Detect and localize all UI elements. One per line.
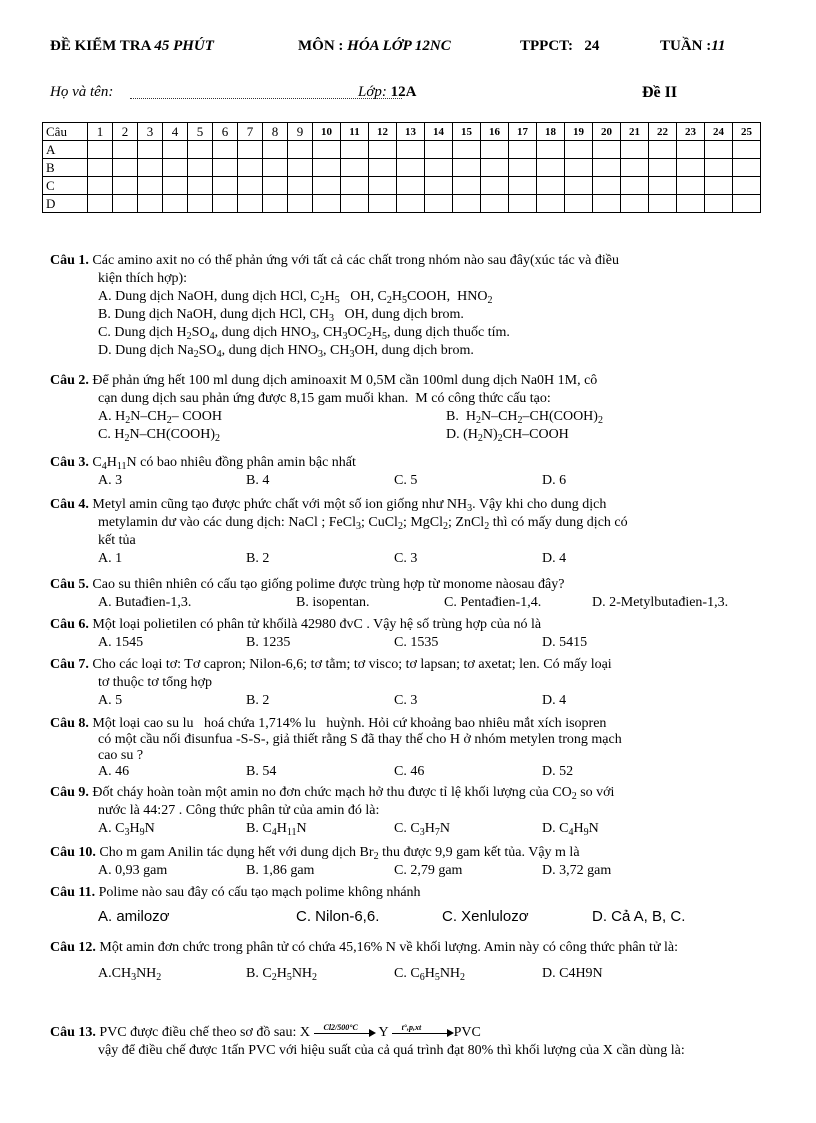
answer-cell[interactable]: [188, 141, 213, 159]
option-a[interactable]: A. $C_3H_9N$: [98, 821, 155, 838]
question-5: Câu 5. Cao su thiên nhiên có cấu tạo giống polime được trùng hợp từ monome nàosau đây? A. Butađien-1,3. B. isopentan. C. Pentađien-1,4. D. 2-Metylbutađien-1,3.: [50, 576, 780, 612]
answer-cell[interactable]: [288, 159, 313, 177]
option-c[interactable]: C. Pentađien-1,4.: [444, 595, 542, 610]
question-4: Câu 4. Metyl amin cũng tạo được phức chất với một số ion giống như $NH_3$. Vậy khi cho dung dịch metylamin dư vào các dung dịch: NaCl ; FeCl$_3$; CuCl$_2$; MgCl$_2$; ZnCl$_2$ thì có mấy dung dịch có kết tủa A. 1 B. 2 C. 3 D. 4: [50, 496, 780, 568]
answer-cell[interactable]: [593, 177, 621, 195]
answer-cell[interactable]: [453, 159, 481, 177]
question-12: Câu 12. Một amin đơn chức trong phân tử có chứa 45,16% N về khối lượng. Amin này có công thức phân tử là: $A.CH_3NH_2$ B. $C_2H_5NH_2$ C. $C_6H_5NH_2$ D. C4H9N: [50, 938, 780, 980]
option-b[interactable]: C. Nilon-6,6.: [296, 908, 380, 925]
answer-cell[interactable]: [397, 141, 425, 159]
answer-cell[interactable]: [313, 177, 341, 195]
answer-cell[interactable]: [677, 159, 705, 177]
options-row: [50, 964, 780, 986]
answer-cell[interactable]: [677, 177, 705, 195]
option-d[interactable]: D. Cả A, B, C.: [592, 908, 686, 925]
answer-cell[interactable]: [188, 177, 213, 195]
answer-cell[interactable]: [649, 159, 677, 177]
answer-cell[interactable]: [397, 159, 425, 177]
answer-cell[interactable]: [163, 141, 188, 159]
answer-cell[interactable]: [313, 195, 341, 213]
answer-cell[interactable]: [288, 141, 313, 159]
answer-cell[interactable]: [677, 195, 705, 213]
answer-cell[interactable]: [313, 159, 341, 177]
option-c[interactable]: C. $C_6H_5NH_2$: [394, 966, 466, 983]
answer-cell[interactable]: [113, 195, 138, 213]
options-row: [50, 550, 780, 568]
option-c[interactable]: C. Xenlulozơ: [442, 908, 529, 925]
question-1: Câu 1. Các amino axit no có thể phản ứng với tất cả các chất trong nhóm nào sau đây(xúc tác và điều kiện thích hợp): A. Dung dịch NaOH, dung dịch HCl, $C_2H_5$ OH, $C_2H_5COOH$, $HNO_2$ B. Dung dịch NaOH, dung dịch HCl, $CH_3$ OH, dung dịch brom. C. Dung dịch $H_2SO_4$, dung dịch $HNO_3$, $CH_3OC_2H_5$, dung dịch thuốc tím. D. Dung dịch $Na_2SO_4$, dung dịch $HNO_3$, $CH_3OH$, dung dịch brom.: [50, 252, 780, 360]
answer-cell[interactable]: [238, 177, 263, 195]
answer-cell[interactable]: [238, 159, 263, 177]
answer-cell[interactable]: [341, 177, 369, 195]
question-8: Câu 8. Một loại cao su lu hoá chứa 1,714% lu huỳnh. Hỏi cứ khoảng bao nhiêu mắt xích isopren có một cầu nối đisunfua -S-S-, giả thiết rằng S đã thay thế cho H ở nhóm metylen trong mạch cao su ? A. 46 B. 54 C. 46 D. 52: [50, 716, 780, 780]
answer-cell[interactable]: [705, 177, 733, 195]
answer-cell[interactable]: [369, 177, 397, 195]
options-row: [50, 862, 780, 880]
option-c[interactable]: C. $C_3H_7N$: [394, 821, 450, 838]
answer-grid: [42, 122, 761, 213]
answer-cell[interactable]: [593, 141, 621, 159]
question-7: Câu 7. Cho các loại tơ: Tơ capron; Nilon-6,6; tơ tằm; tơ visco; tơ lapsan; tơ axetat; len. Có mấy loại tơ thuộc tơ tổng hợp A. 5 B. 2 C. 3 D. 4: [50, 656, 780, 710]
option-a[interactable]: A. 5: [98, 693, 123, 708]
options-row: [50, 426, 780, 444]
option-b[interactable]: B. 1235: [246, 635, 291, 650]
options-row: [50, 634, 780, 652]
question-10: Câu 10. Cho m gam Anilin tác dụng hết với dung dịch $Br_2$ thu được 9,9 gam kết tủa. Vậy m là A. 0,93 gam B. 1,86 gam C. 2,79 gam D. 3,72 gam: [50, 844, 780, 880]
answer-cell[interactable]: [481, 141, 509, 159]
answer-cell[interactable]: [425, 177, 453, 195]
exam-code: Đề II: [642, 84, 678, 101]
answer-cell[interactable]: [188, 159, 213, 177]
answer-cell[interactable]: [537, 159, 565, 177]
option-d[interactable]: D. 52: [542, 764, 574, 779]
answer-cell[interactable]: [509, 195, 537, 213]
answer-cell[interactable]: [537, 177, 565, 195]
options-row: [50, 820, 780, 838]
answer-cell[interactable]: [621, 141, 649, 159]
option-b[interactable]: B. $H_2N-CH_2-CH(COOH)_2$: [446, 409, 603, 426]
answer-cell[interactable]: [565, 195, 593, 213]
option-d[interactable]: D. 3,72 gam: [542, 863, 612, 878]
option-a[interactable]: A. $H_2N-CH_2-$ COOH: [98, 409, 222, 426]
answer-cell[interactable]: [341, 195, 369, 213]
answer-cell[interactable]: [621, 195, 649, 213]
answer-cell[interactable]: [163, 159, 188, 177]
option-d[interactable]: D. 4: [542, 693, 567, 708]
answer-cell[interactable]: [369, 195, 397, 213]
answer-row-label: C: [43, 177, 88, 195]
answer-cell[interactable]: [263, 159, 288, 177]
option-a[interactable]: A. amilozơ: [98, 908, 170, 925]
answer-cell[interactable]: [593, 195, 621, 213]
option-c[interactable]: C. 2,79 gam: [394, 863, 463, 878]
answer-cell[interactable]: [425, 195, 453, 213]
answer-cell[interactable]: [263, 141, 288, 159]
options-row: [50, 908, 780, 934]
option-c[interactable]: C. 5: [394, 473, 418, 488]
option-b[interactable]: B. isopentan.: [296, 595, 370, 610]
answer-grid-row: [43, 195, 761, 213]
option-d[interactable]: D. $C_4H_9N$: [542, 821, 599, 838]
option-a[interactable]: A. 3: [98, 473, 123, 488]
answer-cell[interactable]: [649, 195, 677, 213]
option-a[interactable]: $A.CH_3NH_2$: [98, 966, 162, 983]
answer-cell[interactable]: [537, 141, 565, 159]
option-b[interactable]: B. 54: [246, 764, 277, 779]
options-row: [50, 408, 780, 426]
name-label: Họ và tên:: [50, 84, 114, 100]
answer-cell[interactable]: [733, 141, 761, 159]
answer-cell[interactable]: [163, 177, 188, 195]
question-11: Câu 11. Polime nào sau đây có cấu tạo mạch polime không nhánh A. amilozơ C. Nilon-6,6. C. Xenlulozơ D. Cả A, B, C.: [50, 884, 780, 928]
answer-cell[interactable]: [733, 177, 761, 195]
option-b[interactable]: B. Dung dịch NaOH, dung dịch HCl, $CH_3$ OH, dung dịch brom.: [98, 307, 464, 324]
answer-cell[interactable]: [88, 141, 113, 159]
option-b[interactable]: B. 4: [246, 473, 270, 488]
answer-cell[interactable]: [649, 177, 677, 195]
answer-cell[interactable]: [213, 195, 238, 213]
answer-cell[interactable]: [649, 141, 677, 159]
question-6: Câu 6. Một loại polietilen có phân tử khốilà 42980 đvC . Vậy hệ số trùng hợp của nó là A. 1545 B. 1235 C. 1535 D. 5415: [50, 616, 780, 652]
answer-cell[interactable]: [705, 159, 733, 177]
answer-cell[interactable]: [733, 195, 761, 213]
week: TUẦN :11: [660, 38, 726, 54]
answer-cell[interactable]: [263, 177, 288, 195]
answer-cell[interactable]: [213, 159, 238, 177]
options-row: [50, 764, 780, 780]
answer-row-label: B: [43, 159, 88, 177]
option-d[interactable]: D. 5415: [542, 635, 588, 650]
exam-title: ĐỀ KIỂM TRA 45 PHÚT: [50, 38, 214, 54]
grid-header-label: Câu: [43, 123, 88, 141]
answer-cell[interactable]: [263, 195, 288, 213]
question-text: Các amino axit no có thể phản ứng với tất cả các chất trong nhóm nào sau đây(xúc tác và điều: [92, 253, 619, 268]
answer-cell[interactable]: [397, 177, 425, 195]
reaction-arrow-2: t°,p,xt: [392, 1028, 454, 1038]
answer-cell[interactable]: [138, 159, 163, 177]
answer-cell[interactable]: [509, 177, 537, 195]
answer-cell[interactable]: [369, 141, 397, 159]
answer-cell[interactable]: [481, 159, 509, 177]
option-b[interactable]: B. 1,86 gam: [246, 863, 315, 878]
answer-cell[interactable]: [113, 177, 138, 195]
answer-grid-row: [43, 159, 761, 177]
options-row: [50, 594, 780, 612]
answer-cell[interactable]: [163, 195, 188, 213]
reaction-arrow-1: Cl2/500°C: [314, 1028, 376, 1038]
answer-cell[interactable]: [481, 195, 509, 213]
answer-grid-row: [43, 141, 761, 159]
option-d[interactable]: D. 4: [542, 551, 567, 566]
option-d[interactable]: D. C4H9N: [542, 966, 603, 981]
answer-cell[interactable]: [238, 141, 263, 159]
answer-cell[interactable]: [537, 195, 565, 213]
options-row: [50, 692, 780, 710]
answer-cell[interactable]: [88, 177, 113, 195]
option-d[interactable]: D. 6: [542, 473, 567, 488]
answer-cell[interactable]: [313, 141, 341, 159]
option-c[interactable]: C. $H_2N-CH(COOH)_2$: [98, 427, 221, 444]
option-a[interactable]: A. 0,93 gam: [98, 863, 168, 878]
answer-cell[interactable]: [565, 141, 593, 159]
answer-cell[interactable]: [88, 195, 113, 213]
answer-cell[interactable]: [593, 159, 621, 177]
answer-cell[interactable]: [565, 177, 593, 195]
answer-cell[interactable]: [88, 159, 113, 177]
question-9: Câu 9. Đốt cháy hoàn toàn một amin no đơn chức mạch hở thu được tỉ lệ khối lượng của $CO_2$ so với nước là 44:27 . Công thức phân tử của amin đó là: A. $C_3H_9N$ B. $C_4H_{11}N$ C. $C_3H_7N$ D. $C_4H_9N$: [50, 784, 780, 838]
answer-cell[interactable]: [705, 195, 733, 213]
answer-cell[interactable]: [425, 141, 453, 159]
answer-cell[interactable]: [453, 195, 481, 213]
answer-grid-row: [43, 177, 761, 195]
answer-cell[interactable]: [213, 177, 238, 195]
answer-cell[interactable]: [509, 141, 537, 159]
subject: MÔN : HÓA LỚP 12NC: [298, 38, 451, 54]
option-b[interactable]: B. 2: [246, 693, 270, 708]
answer-cell[interactable]: [705, 141, 733, 159]
answer-cell[interactable]: [113, 159, 138, 177]
answer-cell[interactable]: [565, 159, 593, 177]
question-13: Câu 13. PVC được điều chế theo sơ đồ sau: X Cl2/500°C Y t°,p,xt PVC vậy để điều chế được 1tấn PVC với hiệu suất của cả quá trình đạt 80% thì khối lượng của X cần dùng là:: [50, 1022, 685, 1058]
question-2: Câu 2. Để phản ứng hết 100 ml dung dịch aminoaxit M 0,5M cần 100ml dung dịch Na0H 1M, cô cạn dung dịch sau phản ứng được 8,15 gam muối khan. M có công thức cấu tạo: A. $H_2N-CH_2-$ COOH B. $H_2N-CH_2-CH(COOH)_2$ C. $H_2N-CH(COOH)_2$ D. $(H_2N)_2CH$–COOH: [50, 372, 780, 444]
option-d[interactable]: D. $(H_2N)_2CH$–COOH: [446, 427, 569, 444]
answer-cell[interactable]: [481, 177, 509, 195]
tppct: TPPCT: 24: [520, 38, 600, 54]
answer-cell[interactable]: [397, 195, 425, 213]
answer-cell[interactable]: [341, 159, 369, 177]
answer-cell[interactable]: [621, 159, 649, 177]
answer-cell[interactable]: [288, 195, 313, 213]
option-b[interactable]: B. $C_2H_5NH_2$: [246, 966, 318, 983]
option-c[interactable]: C. Dung dịch $H_2SO_4$, dung dịch $HNO_3$, $CH_3OC_2H_5$, dung dịch thuốc tím.: [98, 325, 510, 342]
answer-cell[interactable]: [213, 141, 238, 159]
option-a[interactable]: A. 1545: [98, 635, 144, 650]
option-a[interactable]: A. Dung dịch NaOH, dung dịch HCl, $C_2H_5$ OH, $C_2H_5COOH$, $HNO_2$: [98, 289, 493, 306]
answer-cell[interactable]: [453, 141, 481, 159]
option-d[interactable]: D. 2-Metylbutađien-1,3.: [592, 595, 729, 610]
answer-row-label: A: [43, 141, 88, 159]
option-c[interactable]: C. 3: [394, 551, 418, 566]
answer-cell[interactable]: [425, 159, 453, 177]
answer-cell[interactable]: [621, 177, 649, 195]
option-a[interactable]: A. Butađien-1,3.: [98, 595, 192, 610]
answer-grid-header: Câu 1 2 3 4 5 6 7 8 9 10 11 12 13 14 15 16 17 18 19 20 21 22 23 24 25: [43, 123, 761, 141]
answer-cell[interactable]: [453, 177, 481, 195]
answer-cell[interactable]: [138, 141, 163, 159]
option-b[interactable]: B. $C_4H_{11}N$: [246, 821, 307, 838]
answer-cell[interactable]: [138, 177, 163, 195]
answer-cell[interactable]: [113, 141, 138, 159]
option-c[interactable]: C. 3: [394, 693, 418, 708]
options-row: [50, 472, 780, 490]
answer-cell[interactable]: [138, 195, 163, 213]
question-3: Câu 3. $C_4H_{11}N$ có bao nhiêu đồng phân amin bậc nhất A. 3 B. 4 C. 5 D. 6: [50, 454, 780, 490]
option-b[interactable]: B. 2: [246, 551, 270, 566]
answer-cell[interactable]: [341, 141, 369, 159]
answer-cell[interactable]: [238, 195, 263, 213]
answer-cell[interactable]: [733, 159, 761, 177]
option-a[interactable]: A. 1: [98, 551, 123, 566]
answer-cell[interactable]: [369, 159, 397, 177]
option-c[interactable]: C. 1535: [394, 635, 439, 650]
answer-cell[interactable]: [288, 177, 313, 195]
option-d[interactable]: D. Dung dịch $Na_2SO_4$, dung dịch $HNO_3$, $CH_3OH$, dung dịch brom.: [98, 343, 474, 360]
option-a[interactable]: A. 46: [98, 764, 130, 779]
answer-row-label: D: [43, 195, 88, 213]
option-c[interactable]: C. 46: [394, 764, 425, 779]
answer-cell[interactable]: [509, 159, 537, 177]
answer-cell[interactable]: [677, 141, 705, 159]
class-field: Lớp: 12A: [358, 84, 417, 100]
answer-cell[interactable]: [188, 195, 213, 213]
